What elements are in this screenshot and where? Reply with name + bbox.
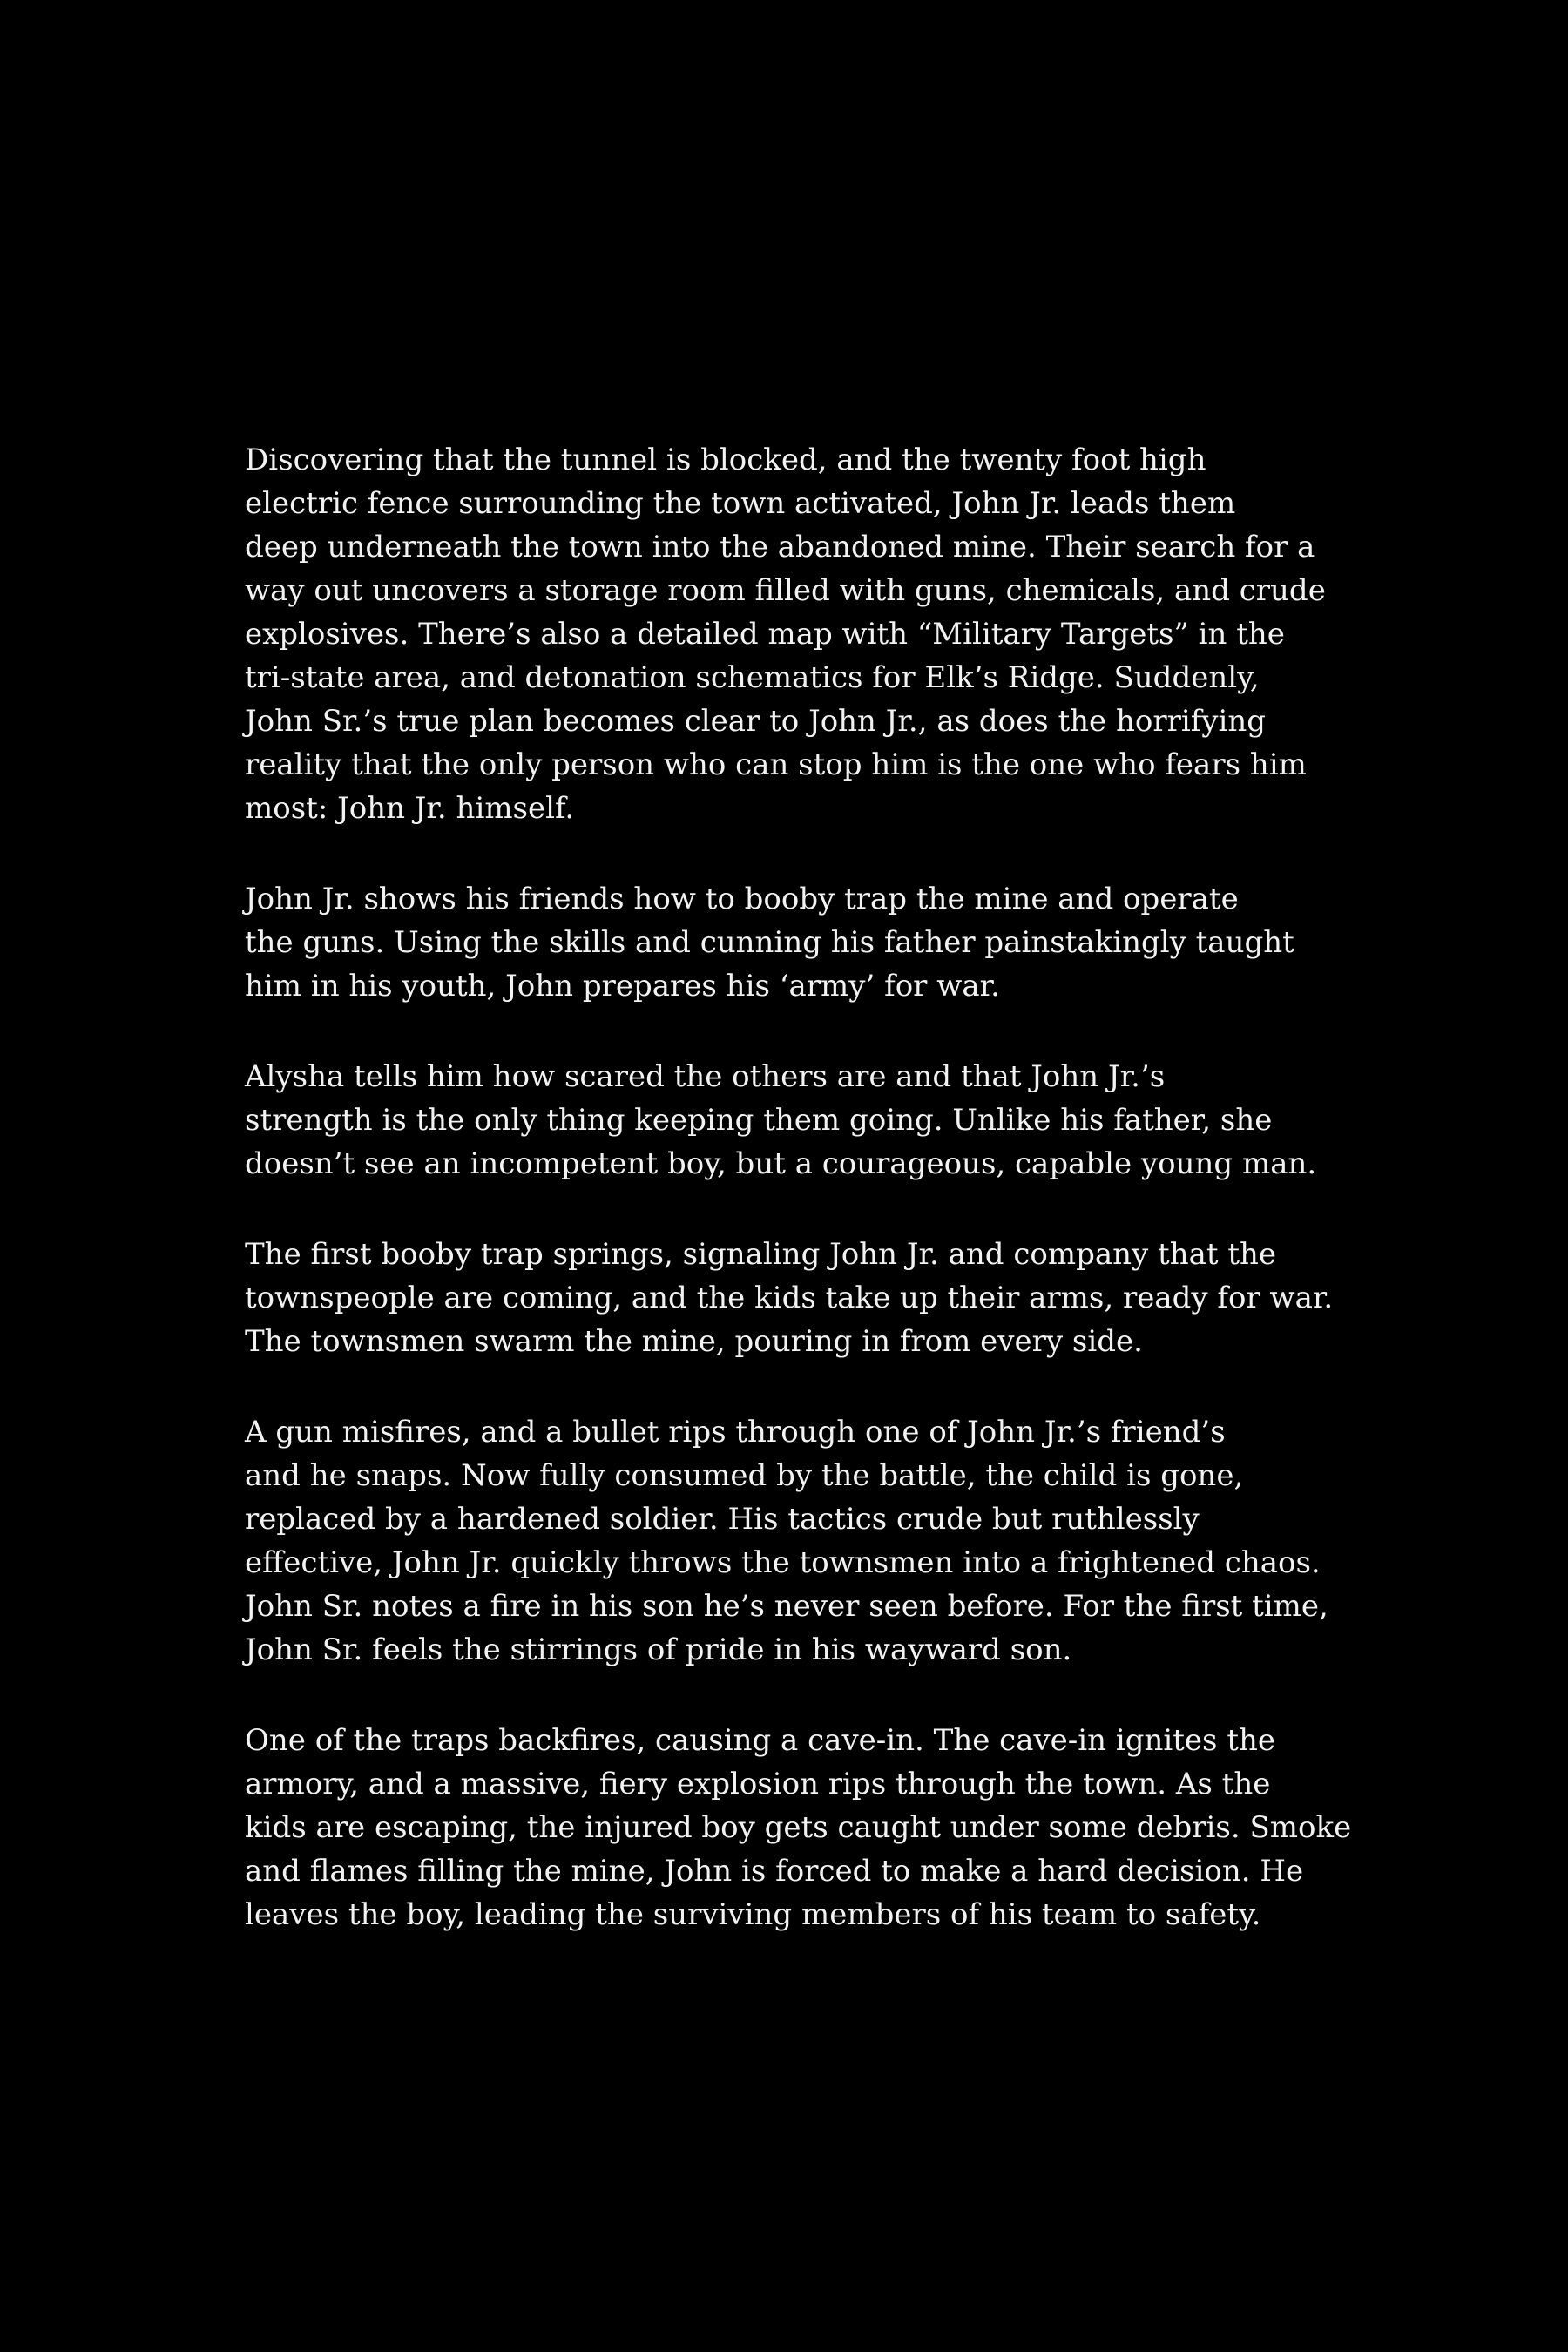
text-line: John Sr.’s true plan becomes clear to John Jr., as does the horrifying bbox=[245, 704, 1267, 739]
paragraph-5 bbox=[196, 1410, 1398, 1672]
text-line: Discovering that the tunnel is blocked, and the twenty foot high bbox=[245, 443, 1206, 477]
paragraph-4 bbox=[196, 1233, 1398, 1363]
text-line: armory, and a massive, fiery explosion rips through the town. As the bbox=[245, 1767, 1271, 1801]
text-line: reality that the only person who can stop him is the one who fears him bbox=[245, 747, 1307, 782]
text-line: One of the traps backfires, causing a cave-in. The cave-in ignites the bbox=[245, 1723, 1275, 1758]
text-line: and he snaps. Now fully consumed by the battle, the child is gone, bbox=[245, 1458, 1244, 1493]
text-line: replaced by a hardened soldier. His tactics crude but ruthlessly bbox=[245, 1502, 1200, 1537]
text-line: John Sr. feels the stirrings of pride in his wayward son. bbox=[245, 1632, 1072, 1667]
paragraph-6 bbox=[196, 1719, 1398, 1936]
text-line: The townsmen swarm the mine, pouring in from every side. bbox=[245, 1324, 1143, 1359]
text-line: electric fence surrounding the town activated, John Jr. leads them bbox=[245, 486, 1236, 521]
text-line: and flames filling the mine, John is forced to make a hard decision. He bbox=[245, 1854, 1304, 1889]
text-line: leaves the boy, leading the surviving members of his team to safety. bbox=[245, 1897, 1261, 1932]
text-line: Alysha tells him how scared the others are and that John Jr.’s bbox=[245, 1059, 1166, 1094]
text-line: townspeople are coming, and the kids take up their arms, ready for war. bbox=[245, 1281, 1334, 1315]
paragraph-3 bbox=[196, 1055, 1398, 1186]
text-line: tri-state area, and detonation schematics for Elk’s Ridge. Suddenly, bbox=[245, 660, 1260, 695]
text-line: A gun misfires, and a bullet rips through one of John Jr.’s friend’s bbox=[245, 1415, 1226, 1450]
text-line: the guns. Using the skills and cunning his father painstakingly taught bbox=[245, 925, 1294, 960]
text-line: John Sr. notes a fire in his son he’s never seen before. For the first time, bbox=[245, 1589, 1328, 1624]
text-line: him in his youth, John prepares his ‘army’ for war. bbox=[245, 969, 1000, 1004]
text-line: explosives. There’s also a detailed map with “Military Targets” in the bbox=[245, 617, 1285, 652]
paragraph-1 bbox=[196, 438, 1398, 830]
text-line: The first booby trap springs, signaling John Jr. and company that the bbox=[245, 1237, 1277, 1272]
text-line: way out uncovers a storage room filled with guns, chemicals, and crude bbox=[245, 573, 1326, 608]
text-line: doesn’t see an incompetent boy, but a courageous, capable young man. bbox=[245, 1146, 1317, 1181]
text-line: most: John Jr. himself. bbox=[245, 791, 575, 826]
text-line: effective, John Jr. quickly throws the townsmen into a frightened chaos. bbox=[245, 1545, 1321, 1580]
text-line: kids are escaping, the injured boy gets caught under some debris. Smoke bbox=[245, 1810, 1352, 1845]
text-line: John Jr. shows his friends how to booby trap the mine and operate bbox=[245, 882, 1239, 916]
text-line: strength is the only thing keeping them going. Unlike his father, she bbox=[245, 1103, 1273, 1138]
paragraph-2 bbox=[196, 877, 1398, 1008]
text-line: deep underneath the town into the abandoned mine. Their search for a bbox=[245, 530, 1315, 564]
synopsis-text bbox=[196, 438, 1398, 1984]
